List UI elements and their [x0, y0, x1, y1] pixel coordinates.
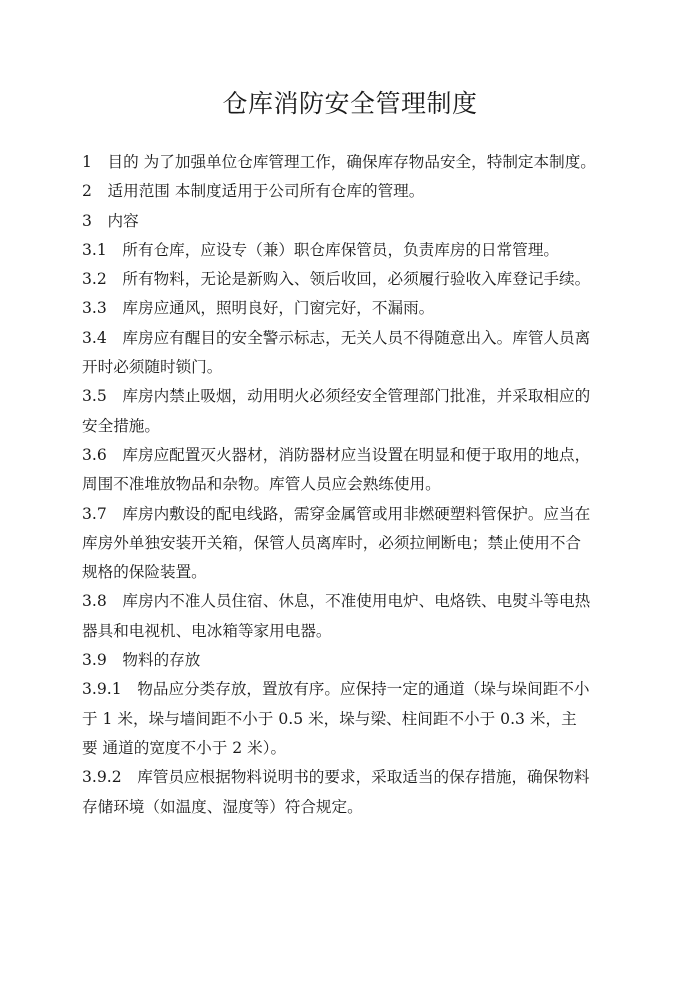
- text-line: 于 1 米，垛与墙间距不小于 0.5 米，垛与梁、柱间距不小于 0.3 米，主: [82, 709, 577, 728]
- text-line: 3.7 库房内敷设的配电线路，需穿金属管或用非燃硬塑料管保护。应当在: [82, 504, 591, 523]
- text-line: 3.5 库房内禁止吸烟，动用明火必须经安全管理部门批准，并采取相应的: [82, 387, 591, 406]
- text-line: 周围不准堆放物品和杂物。库管人员应会熟练使用。: [82, 475, 441, 494]
- text-line: 要 通道的宽度不小于 2 米）。: [82, 738, 287, 757]
- text-line: 2 适用范围 本制度适用于公司所有仓库的管理。: [82, 182, 425, 201]
- text-line: 3.9.2 库管员应根据物料说明书的要求，采取适当的保存措施，确保物料: [82, 768, 590, 787]
- text-line: 安全措施。: [82, 416, 160, 435]
- text-line: 1 目的 为了加强单位仓库管理工作，确保库存物品安全，特制定本制度。: [82, 153, 596, 171]
- text-line: 3.1 所有仓库，应设专（兼）职仓库保管员，负责库房的日常管理。: [82, 240, 560, 259]
- text-line: 3.8 库房内不准人员住宿、休息，不准使用电炉、电烙铁、电熨斗等电热: [82, 592, 591, 611]
- text-line: 3.3 库房应通风，照明良好，门窗完好，不漏雨。: [82, 299, 435, 318]
- text-line: 规格的保险装置。: [82, 563, 207, 582]
- document-title: 仓库消防安全管理制度: [222, 89, 478, 118]
- text-line: 开时必须随时锁门。: [82, 358, 223, 377]
- text-line: 3.2 所有物料，无论是新购入、领后收回，必须履行验收入库登记手续。: [82, 270, 591, 289]
- text-line: 库房外单独安装开关箱，保管人员离库时，必须拉闸断电；禁止使用不合: [82, 533, 582, 552]
- text-line: 3.9 物料的存放: [82, 651, 201, 670]
- document-body: [82, 148, 620, 822]
- text-line: 3.4 库房应有醒目的安全警示标志，无关人员不得随意出入。库管人员离: [82, 328, 591, 347]
- text-line: 器具和电视机、电冰箱等家用电器。: [82, 621, 332, 640]
- text-line: 存储环境（如温度、湿度等）符合规定。: [82, 797, 363, 816]
- text-line: 3.9.1 物品应分类存放，置放有序。应保持一定的通道（垛与垛间距不小: [82, 680, 590, 699]
- text-line: 3 内容: [82, 211, 139, 230]
- text-line: 3.6 库房应配置灭火器材，消防器材应当设置在明显和便于取用的地点，: [82, 445, 591, 464]
